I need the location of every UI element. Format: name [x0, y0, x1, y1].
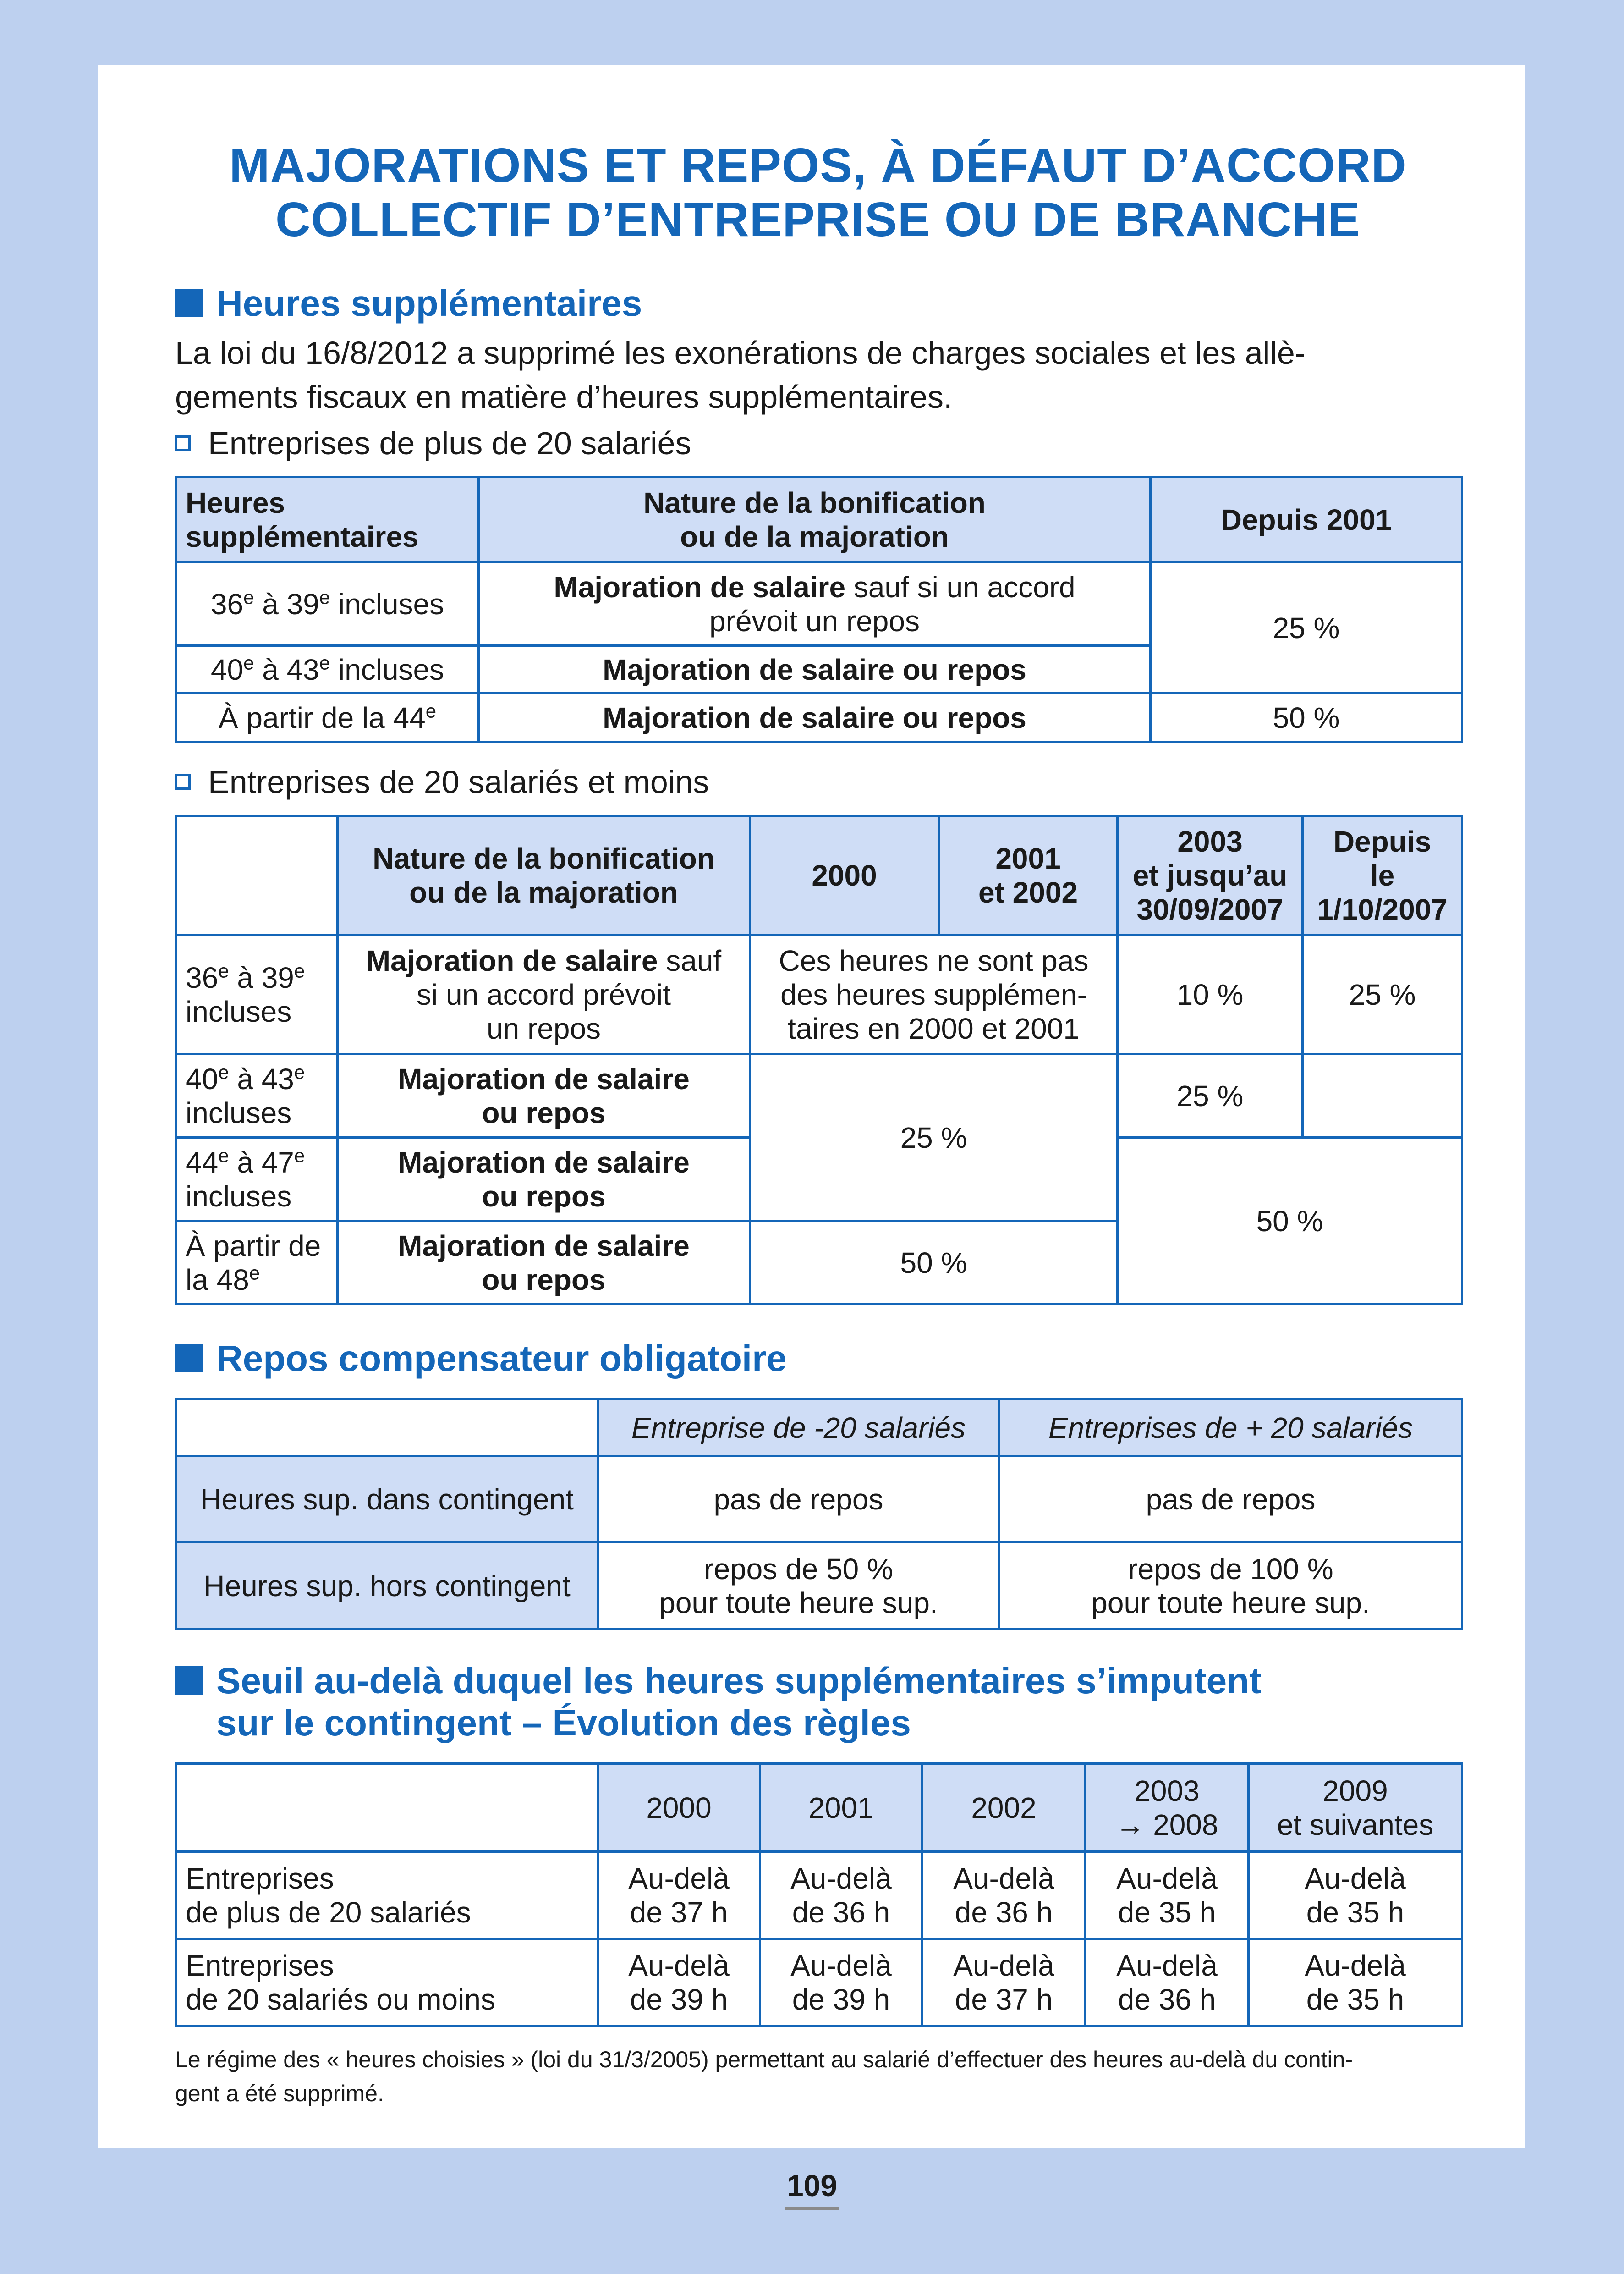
cell-text: Majoration de salaire — [398, 1229, 690, 1262]
table-row — [176, 1852, 1462, 1939]
cell-text: Ces heures ne sont pas — [779, 944, 1089, 977]
cell-text-bold: Majoration de salaire — [554, 570, 846, 604]
row-label — [176, 1852, 598, 1939]
cell-text: Au-delà — [790, 1861, 892, 1895]
table-row — [176, 935, 1462, 1054]
table-row — [176, 694, 1462, 742]
superscript: e — [294, 1145, 305, 1167]
cell-value — [1249, 1852, 1462, 1939]
header-2001-2002 — [939, 816, 1118, 935]
cell-text: de 35 h — [1306, 1895, 1405, 1929]
row-label — [176, 646, 479, 694]
footnote — [175, 2043, 1461, 2110]
page-panel — [98, 65, 1525, 2148]
header-text: 2001 — [995, 842, 1061, 875]
cell-text: Entreprises — [186, 1861, 334, 1895]
cell-text: À partir de — [186, 1229, 321, 1262]
cell-text: 36 — [210, 587, 244, 621]
cell-text: Au-delà — [628, 1861, 730, 1895]
cell-text: ou repos — [482, 1096, 606, 1129]
cell-text: ou repos — [482, 1263, 606, 1296]
row-label: Heures sup. hors contingent — [176, 1542, 598, 1630]
cell-text: un repos — [486, 1012, 601, 1045]
cell-nature: Majoration de salaire ou repos — [479, 646, 1151, 694]
empty-header-cell — [176, 1764, 598, 1852]
cell-text: repos de 50 % — [704, 1552, 893, 1586]
header-entreprise-moins-20: Entreprise de -20 salariés — [598, 1399, 999, 1456]
cell-text: à 43 — [254, 653, 319, 686]
row-label: Heures sup. dans contingent — [176, 1456, 598, 1542]
cell-text: À partir de la 44 — [218, 701, 426, 734]
cell-text: Au-delà — [1305, 1861, 1406, 1895]
cell-value: 25 % — [1118, 1054, 1303, 1138]
header-text: 1/10/2007 — [1317, 892, 1448, 926]
hollow-square-icon — [175, 435, 191, 451]
cell-text: Au-delà — [1116, 1861, 1218, 1895]
header-text: 30/09/2007 — [1136, 892, 1284, 926]
header-text: et 2002 — [978, 875, 1078, 909]
header-text: le — [1370, 859, 1395, 892]
intro-paragraph-line-1: La loi du 16/8/2012 a supprimé les exonérations de charges sociales et les allè- — [175, 335, 1306, 371]
cell-text: de 37 h — [630, 1895, 728, 1929]
header-text: ou de la majoration — [680, 520, 949, 553]
row-label — [176, 1138, 338, 1221]
cell-text: 36 — [186, 961, 219, 994]
superscript: e — [425, 700, 437, 722]
superscript: e — [319, 586, 330, 608]
table-header-row — [176, 1764, 1462, 1852]
square-bullet-icon — [175, 1344, 203, 1372]
cell-text: Au-delà — [790, 1949, 892, 1982]
header-text: supplémentaires — [186, 520, 419, 553]
header-text: 2003 — [1177, 825, 1243, 858]
section-heading-text: Heures supplémentaires — [216, 283, 642, 324]
cell-note-2000-2001 — [750, 935, 1118, 1054]
row-label — [176, 1221, 338, 1305]
hollow-square-icon — [175, 774, 191, 790]
header-2001: 2001 — [760, 1764, 922, 1852]
table-row — [176, 1054, 1462, 1138]
subheading-text: Entreprises de 20 salariés et moins — [208, 764, 709, 800]
page-number-text: 109 — [786, 2169, 838, 2202]
cell-text-bold: Majoration de salaire — [366, 944, 658, 977]
page-number — [0, 2167, 1624, 2210]
section-heading-text: Repos compensateur obligatoire — [216, 1338, 787, 1379]
header-text: → 2008 — [1115, 1808, 1218, 1841]
row-label — [176, 694, 479, 742]
section-heading-line: Seuil au-delà duquel les heures supplémentaires s’imputent — [216, 1660, 1262, 1701]
cell-text: incluses — [186, 995, 292, 1028]
cell-value: 10 % — [1118, 935, 1303, 1054]
cell-value: 25 % — [1151, 562, 1462, 694]
cell-value — [1086, 1939, 1249, 2026]
header-heures-supplementaires — [176, 477, 479, 562]
cell-value: 50 % — [1118, 1138, 1462, 1305]
cell-text: 44 — [186, 1145, 219, 1179]
subheading-20-et-moins — [175, 761, 1461, 803]
cell-text: sauf — [658, 944, 722, 977]
header-text: Nature de la bonification — [373, 842, 715, 875]
cell-text: de 36 h — [792, 1895, 890, 1929]
cell-nature — [338, 1221, 750, 1305]
header-text: et suivantes — [1277, 1808, 1434, 1841]
header-text: 2009 — [1322, 1774, 1388, 1807]
cell-text: incluses — [186, 1179, 292, 1213]
cell-value — [598, 1852, 760, 1939]
cell-text: à 43 — [229, 1062, 294, 1096]
cell-value: 25 % — [750, 1054, 1118, 1221]
cell-nature — [338, 1138, 750, 1221]
section-heading-heures-supplementaires — [175, 282, 1461, 325]
cell-text: Au-delà — [953, 1861, 1054, 1895]
header-2009 — [1249, 1764, 1462, 1852]
cell-text: de 36 h — [1118, 1982, 1216, 2016]
superscript: e — [294, 1061, 305, 1083]
cell-value: pas de repos — [598, 1456, 999, 1542]
cell-text: à 39 — [229, 961, 294, 994]
superscript: e — [218, 1061, 229, 1083]
header-text: Heures — [186, 486, 285, 519]
empty-header-cell — [176, 1399, 598, 1456]
cell-text: Au-delà — [1305, 1949, 1406, 1982]
cell-text: Au-delà — [953, 1949, 1054, 1982]
cell-text: de 35 h — [1306, 1982, 1405, 2016]
header-2000: 2000 — [750, 816, 939, 935]
cell-text: la 48 — [186, 1263, 249, 1296]
page-title-line-2: COLLECTIF D’ENTREPRISE OU DE BRANCHE — [275, 193, 1361, 247]
square-bullet-icon — [175, 289, 203, 317]
intro-paragraph — [175, 331, 1461, 419]
intro-paragraph-line-2: gements fiscaux en matière d’heures supplémentaires. — [175, 379, 953, 415]
header-2003-2007 — [1118, 816, 1303, 935]
header-2000: 2000 — [598, 1764, 760, 1852]
cell-text: de 35 h — [1118, 1895, 1216, 1929]
section-heading-repos-compensateur — [175, 1338, 1461, 1380]
header-2003-2008 — [1086, 1764, 1249, 1852]
header-2002: 2002 — [922, 1764, 1086, 1852]
cell-value — [1086, 1852, 1249, 1939]
superscript: e — [294, 960, 305, 982]
header-text: et jusqu’au — [1132, 859, 1288, 892]
cell-text: 40 — [186, 1062, 219, 1096]
cell-value — [999, 1542, 1462, 1630]
cell-text: de 37 h — [955, 1982, 1053, 2016]
superscript: e — [319, 652, 330, 674]
cell-text: à 39 — [254, 587, 319, 621]
cell-nature: Majoration de salaire ou repos — [479, 694, 1151, 742]
cell-value: 50 % — [750, 1221, 1118, 1305]
cell-text: taires en 2000 et 2001 — [788, 1012, 1080, 1045]
section-heading-line: sur le contingent – Évolution des règles — [216, 1702, 911, 1743]
cell-nature — [338, 935, 750, 1054]
cell-value — [922, 1852, 1086, 1939]
row-label — [176, 1054, 338, 1138]
superscript: e — [218, 960, 229, 982]
section-heading-seuil — [175, 1660, 1461, 1744]
header-depuis-2007 — [1303, 816, 1462, 935]
page-title — [175, 138, 1461, 247]
cell-text: Au-delà — [628, 1949, 730, 1982]
cell-value: pas de repos — [999, 1456, 1462, 1542]
cell-text: des heures supplémen- — [780, 978, 1087, 1011]
empty-header-cell — [176, 816, 338, 935]
header-text: Nature de la bonification — [643, 486, 986, 519]
cell-text: de 36 h — [955, 1895, 1053, 1929]
page-title-line-1: MAJORATIONS ET REPOS, À DÉFAUT D’ACCORD — [229, 138, 1407, 193]
cell-value: 50 % — [1151, 694, 1462, 742]
cell-value — [760, 1939, 922, 2026]
cell-value — [922, 1939, 1086, 2026]
cell-text: Majoration de salaire — [398, 1062, 690, 1096]
table-header-row — [176, 816, 1462, 935]
table-row — [176, 562, 1462, 646]
cell-text: incluses — [186, 1096, 292, 1129]
cell-text: de plus de 20 salariés — [186, 1895, 471, 1929]
cell-text: ou repos — [482, 1179, 606, 1213]
table-row — [176, 1542, 1462, 1630]
empty-cell — [1303, 1054, 1462, 1138]
cell-value — [1249, 1939, 1462, 2026]
table-20-salaries-et-moins — [175, 815, 1463, 1305]
superscript: e — [243, 586, 254, 608]
section-heading-text — [216, 1660, 1262, 1744]
table-row — [176, 1456, 1462, 1542]
row-label — [176, 1939, 598, 2026]
row-label — [176, 562, 479, 646]
cell-text: pour toute heure sup. — [659, 1586, 938, 1619]
page-number-underline — [785, 2207, 839, 2210]
table-seuil-contingent — [175, 1762, 1463, 2027]
cell-text: Majoration de salaire — [398, 1145, 690, 1179]
cell-text: 40 — [210, 653, 244, 686]
header-entreprises-plus-20: Entreprises de + 20 salariés — [999, 1399, 1462, 1456]
subheading-plus-20 — [175, 423, 1461, 464]
cell-text: prévoit un repos — [709, 604, 920, 638]
header-text: Depuis — [1333, 825, 1432, 858]
header-nature — [479, 477, 1151, 562]
row-label — [176, 935, 338, 1054]
footnote-line: Le régime des « heures choisies » (loi du 31/3/2005) permettant au salarié d’effectuer des heures au-delà du contin- — [175, 2047, 1353, 2072]
header-depuis-2001: Depuis 2001 — [1151, 477, 1462, 562]
header-nature — [338, 816, 750, 935]
cell-text: de 20 salariés ou moins — [186, 1982, 495, 2016]
subheading-text: Entreprises de plus de 20 salariés — [208, 425, 691, 461]
cell-text: incluses — [330, 587, 444, 621]
superscript: e — [243, 652, 254, 674]
page-content — [175, 65, 1461, 2110]
cell-text: sauf si un accord — [845, 570, 1075, 604]
cell-nature — [479, 562, 1151, 646]
cell-nature — [338, 1054, 750, 1138]
cell-text: pour toute heure sup. — [1091, 1586, 1370, 1619]
square-bullet-icon — [175, 1666, 203, 1695]
cell-value — [598, 1542, 999, 1630]
cell-text: de 39 h — [630, 1982, 728, 2016]
superscript: e — [249, 1262, 260, 1284]
cell-text: si un accord prévoit — [417, 978, 671, 1011]
cell-text: de 39 h — [792, 1982, 890, 2016]
header-text: ou de la majoration — [409, 875, 678, 909]
table-header-row — [176, 477, 1462, 562]
cell-text: repos de 100 % — [1128, 1552, 1333, 1586]
table-repos-compensateur — [175, 1398, 1463, 1630]
table-row — [176, 1939, 1462, 2026]
header-text: 2003 — [1134, 1774, 1200, 1807]
table-header-row — [176, 1399, 1462, 1456]
cell-value: 25 % — [1303, 935, 1462, 1054]
table-plus-20-salaries — [175, 476, 1463, 743]
cell-value — [760, 1852, 922, 1939]
cell-text: à 47 — [229, 1145, 294, 1179]
superscript: e — [218, 1145, 229, 1167]
footnote-line: gent a été supprimé. — [175, 2081, 384, 2106]
cell-value — [598, 1939, 760, 2026]
cell-text: incluses — [330, 653, 444, 686]
cell-text: Entreprises — [186, 1949, 334, 1982]
cell-text: Au-delà — [1116, 1949, 1218, 1982]
